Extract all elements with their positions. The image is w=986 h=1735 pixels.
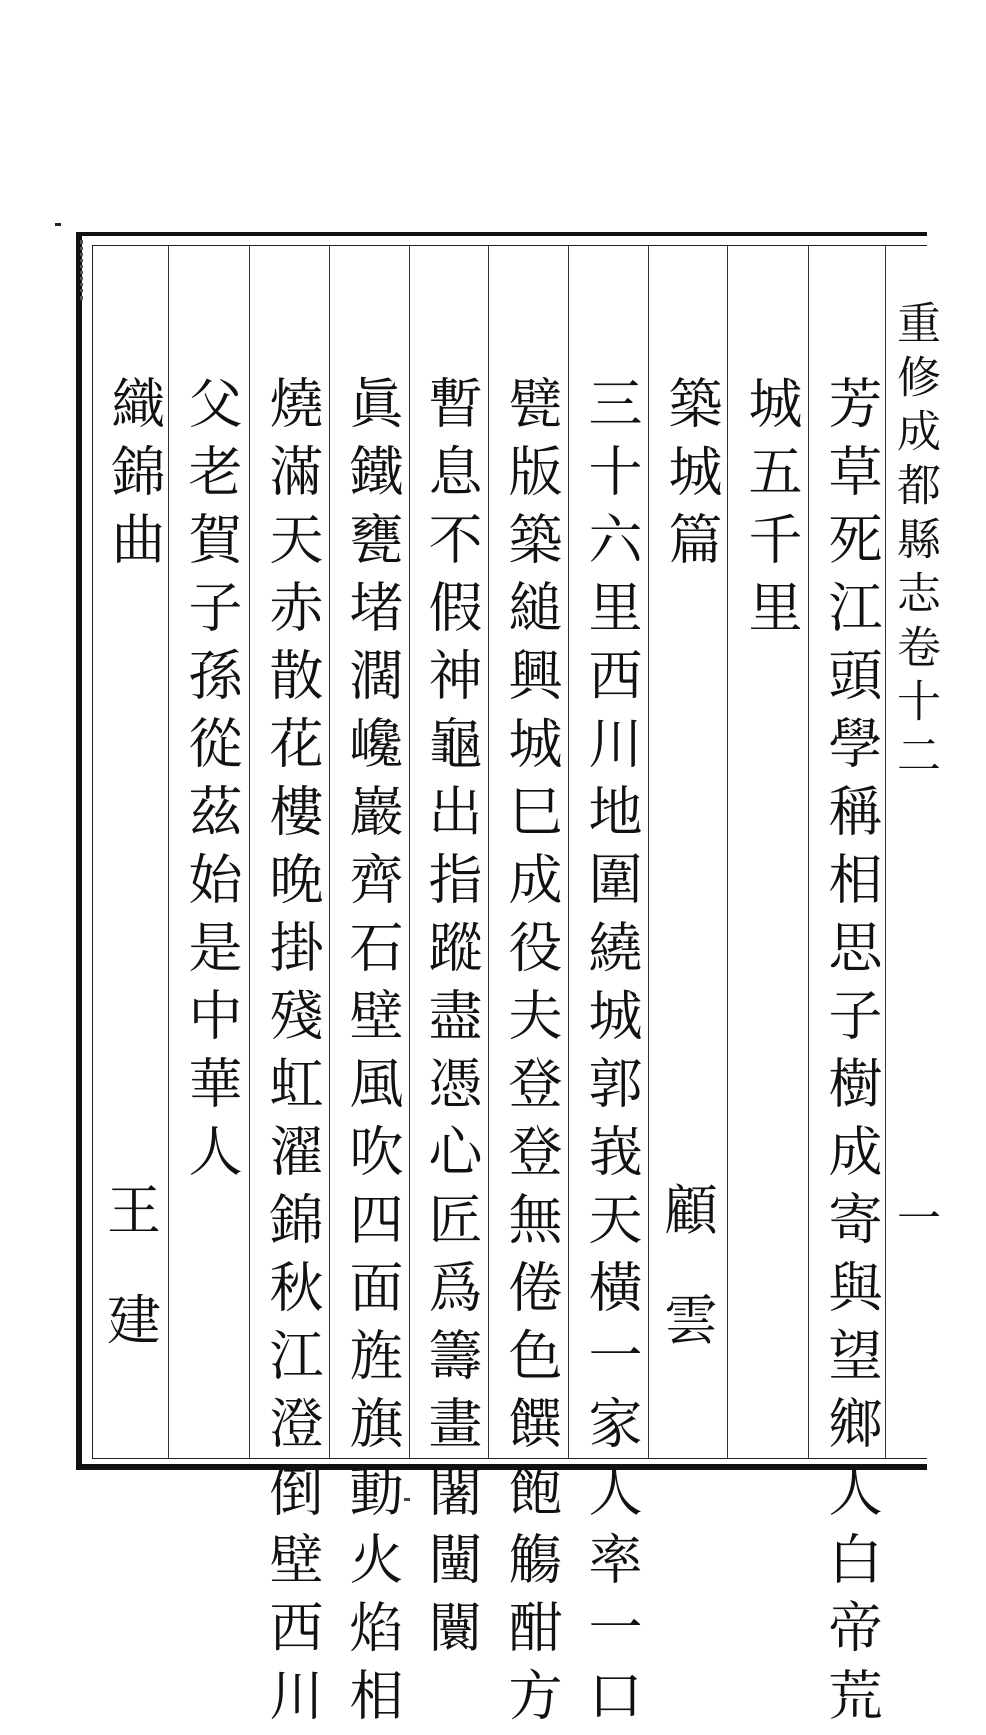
column-rule (409, 246, 410, 1458)
text-column: 三十六里西川地圍繞城郭峩天橫一家人率一口 (580, 375, 643, 1735)
text-column: 父老賀子孫從茲始是中華人 (180, 375, 243, 1191)
poem-title: 織錦曲 (103, 375, 166, 579)
text-column: 城五千里 (740, 375, 803, 647)
column-rule (488, 246, 489, 1458)
author-char: 顧 (664, 1179, 718, 1242)
column-rule (329, 246, 330, 1458)
column-rule (168, 246, 169, 1458)
column-rule (808, 246, 809, 1458)
text-column: 暫息不假神龜出指蹤盡憑心匠爲籌畫闍闉闤 (420, 375, 483, 1667)
author-char: 雲 (664, 1289, 718, 1352)
column-rule (648, 246, 649, 1458)
column-rule (885, 246, 886, 1458)
text-column: 眞鐵甕堵濶巉巖齊石壁風吹四面旌旗動火焰相 (341, 375, 404, 1735)
column-rule (249, 246, 250, 1458)
author-char: 建 (107, 1289, 161, 1352)
column-rule (727, 246, 728, 1458)
bottom-mark (404, 1498, 410, 1501)
page-number: 一 (889, 1195, 940, 1239)
spine-edge (80, 240, 91, 300)
author-char: 王 (107, 1179, 161, 1242)
corner-mark (55, 223, 61, 226)
running-title: 重修成都縣志卷十二 (889, 300, 940, 786)
column-rule (568, 246, 569, 1458)
text-column: 燒滿天赤散花樓晚掛殘虹濯錦秋江澄倒壁西川 (261, 375, 324, 1735)
poem-title: 築城篇 (660, 375, 723, 579)
text-column: 芳草死江頭學稱相思子樹成寄與望鄉人白帝荒 (820, 375, 883, 1735)
text-column: 甓版築縋興城巳成役夫登登無倦色饌飽觴酣方 (500, 375, 563, 1735)
